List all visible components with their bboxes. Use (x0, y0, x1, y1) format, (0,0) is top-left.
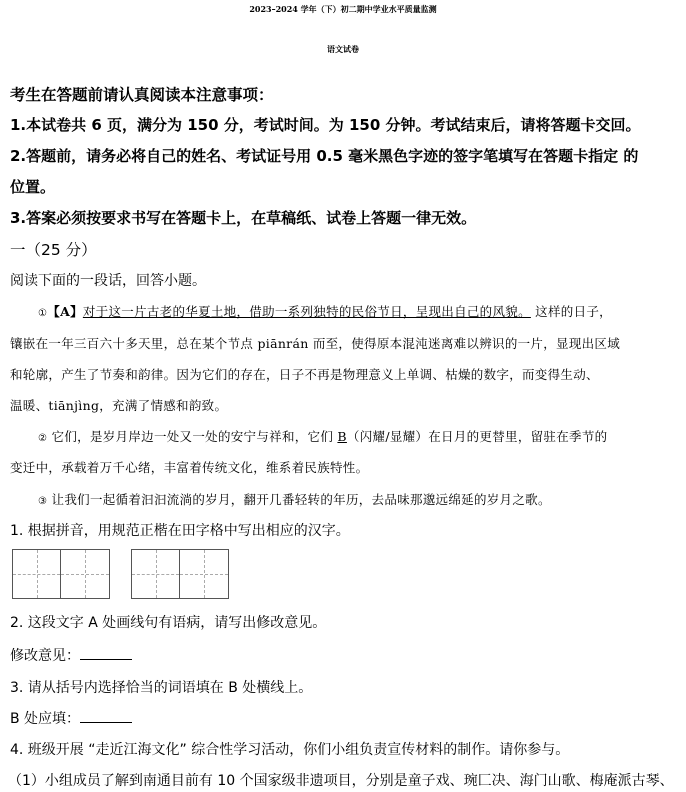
notice-item-2: 2.答题前，请务必将自己的姓名、考试证号用 0.5 毫米黑色字迹的签字笔填写在答题卡指定 的 (10, 147, 639, 165)
tianzige-cell[interactable] (132, 550, 180, 598)
q3-answer-line[interactable] (10, 708, 132, 728)
paragraph-marker: ② (38, 433, 48, 444)
underlined-sentence-a: 对于这一片古老的华夏土地，借助一系列独特的民俗节日，呈现出自己的风貌。 (82, 304, 531, 319)
passage-paragraph-2 (38, 427, 607, 445)
section-heading: 一（25 分） (10, 241, 97, 259)
paragraph-text: 这样的日子， (530, 304, 612, 319)
exam-subtitle: 语文试卷 (327, 44, 359, 54)
notice-item-2-cont: 位置。 (10, 178, 56, 196)
passage-line: 镶嵌在一年三百六十多天里，总在某个节点 piānrán 而至，使得原本混沌迷离难以辨识的一片，显现出区域 (10, 336, 621, 351)
paragraph-text: （闪耀/显耀）在日月的更替里，留驻在季节的 (346, 429, 608, 444)
passage-paragraph-1 (38, 302, 612, 320)
blank-b: B (337, 429, 347, 444)
label-a: 【A】 (47, 304, 83, 319)
tianzige-cell[interactable] (61, 550, 109, 598)
reading-instruction: 阅读下面的一段话，回答小题。 (10, 273, 206, 289)
tianzige-grid-1[interactable] (12, 549, 110, 599)
paragraph-text: 让我们一起循着汩汩流淌的岁月，翻开几番轻转的年历，去品味那邈远绵延的岁月之歌。 (47, 492, 551, 507)
question-3: 3. 请从括号内选择恰当的词语填在 B 处横线上。 (10, 680, 313, 696)
passage-line: 温暖、tiānjìng，充满了情感和韵致。 (10, 398, 228, 413)
passage-line: 和轮廓，产生了节奏和韵律。因为它们的存在，日子不再是物理意义上单调、枯燥的数字，而变得生动、 (10, 367, 599, 382)
answer-blank[interactable] (80, 647, 132, 660)
passage-line: 变迁中，承载着万千心绪，丰富着传统文化，维系着民族特性。 (10, 460, 369, 475)
notice-item-1: 1.本试卷共 6 页，满分为 150 分，考试时间。为 150 分钟。考试结束后，请将答题卡交回。 (10, 116, 641, 134)
q2-answer-line[interactable] (10, 645, 132, 665)
paragraph-marker: ① (38, 308, 48, 319)
q2-answer-label: 修改意见： (10, 648, 80, 664)
question-1: 1. 根据拼音，用规范正楷在田字格中写出相应的汉字。 (10, 523, 350, 539)
tianzige-cell[interactable] (13, 550, 61, 598)
answer-blank[interactable] (80, 710, 132, 723)
question-2: 2. 这段文字 A 处画线句有语病，请写出修改意见。 (10, 615, 327, 631)
tianzige-grid-2[interactable] (131, 549, 229, 599)
notice-heading: 考生在答题前请认真阅读本注意事项： (10, 86, 274, 104)
notice-item-3: 3.答案必须按要求书写在答题卡上，在草稿纸、试卷上答题一律无效。 (10, 209, 477, 227)
paragraph-marker: ③ (38, 496, 48, 507)
question-4: 4. 班级开展 “走近江海文化” 综合性学习活动，你们小组负责宣传材料的制作。请你参与。 (10, 742, 570, 758)
tianzige-cell[interactable] (180, 550, 228, 598)
paragraph-text: 它们，是岁月岸边一处又一处的安宁与祥和，它们 (47, 429, 338, 444)
question-4-sub-1: （1）小组成员了解到南通目前有 10 个国家级非遗项目，分别是童子戏、琬匚决、海门山歌、梅庵派古琴、 (8, 773, 674, 789)
q3-answer-label: B 处应填： (10, 711, 81, 727)
exam-title: 2023–2024 学年（下）初二期中学业水平质量监测 (249, 4, 437, 14)
passage-paragraph-3 (38, 490, 551, 508)
